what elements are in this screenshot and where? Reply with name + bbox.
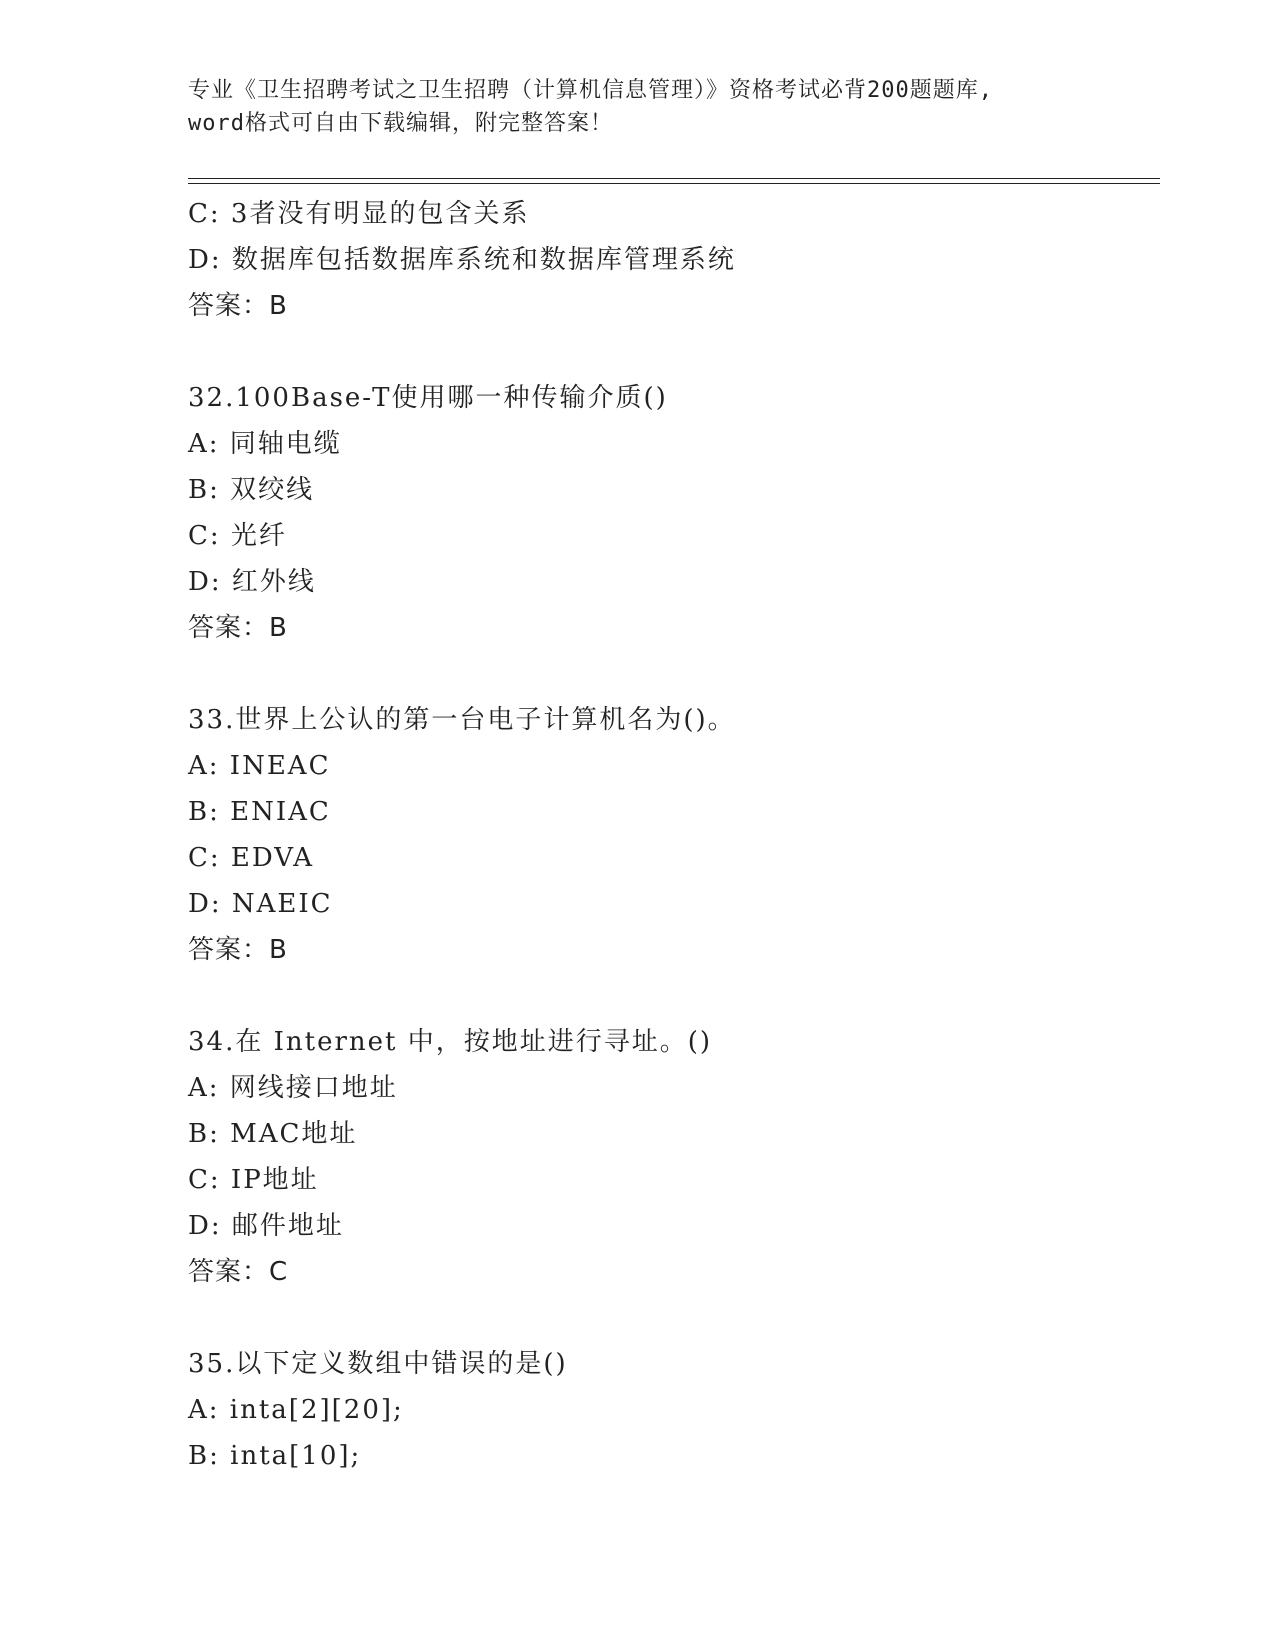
question-33 bbox=[188, 697, 1160, 973]
question-spacer bbox=[188, 651, 1160, 697]
option-a: A: inta[2][20]; bbox=[188, 1395, 404, 1425]
option-b: B: 双绞线 bbox=[188, 475, 315, 505]
answer-line: 答案：B bbox=[188, 935, 288, 965]
answer-line: 答案：C bbox=[188, 1257, 289, 1287]
question-stem: 34.在 Internet 中，按地址进行寻址。() bbox=[188, 1027, 713, 1057]
question-stem: 32.100Base-T使用哪一种传输介质() bbox=[188, 383, 668, 413]
question-stem: 35.以下定义数组中错误的是() bbox=[188, 1349, 568, 1379]
option-d: D: NAEIC bbox=[188, 889, 333, 919]
question-34 bbox=[188, 1019, 1160, 1295]
document-header bbox=[188, 74, 1088, 140]
header-divider-bottom bbox=[188, 183, 1160, 184]
question-list bbox=[188, 191, 1160, 1479]
option-a: A: 网线接口地址 bbox=[188, 1073, 398, 1103]
answer-line: 答案：B bbox=[188, 291, 288, 321]
option-d: D: 数据库包括数据库系统和数据库管理系统 bbox=[188, 245, 736, 275]
header-divider-top bbox=[188, 178, 1160, 179]
option-c: C: EDVA bbox=[188, 843, 315, 873]
question-32 bbox=[188, 375, 1160, 651]
option-c: C: 光纤 bbox=[188, 521, 287, 551]
option-b: B: ENIAC bbox=[188, 797, 331, 827]
question-spacer bbox=[188, 973, 1160, 1019]
answer-line: 答案：B bbox=[188, 613, 288, 643]
header-line-1: 专业《卫生招聘考试之卫生招聘（计算机信息管理）》资格考试必背200题题库, bbox=[188, 78, 993, 103]
option-c: C: IP地址 bbox=[188, 1165, 319, 1195]
option-b: B: MAC地址 bbox=[188, 1119, 358, 1149]
carryover-question bbox=[188, 191, 1160, 329]
option-c: C: 3者没有明显的包含关系 bbox=[188, 199, 530, 229]
option-a: A: 同轴电缆 bbox=[188, 429, 342, 459]
question-35 bbox=[188, 1341, 1160, 1479]
option-d: D: 邮件地址 bbox=[188, 1211, 344, 1241]
question-spacer bbox=[188, 1295, 1160, 1341]
option-d: D: 红外线 bbox=[188, 567, 316, 597]
option-b: B: inta[10]; bbox=[188, 1441, 362, 1471]
header-line-2: word格式可自由下载编辑，附完整答案！ bbox=[188, 111, 613, 136]
question-spacer bbox=[188, 329, 1160, 375]
option-a: A: INEAC bbox=[188, 751, 331, 781]
question-stem: 33.世界上公认的第一台电子计算机名为()。 bbox=[188, 705, 736, 735]
